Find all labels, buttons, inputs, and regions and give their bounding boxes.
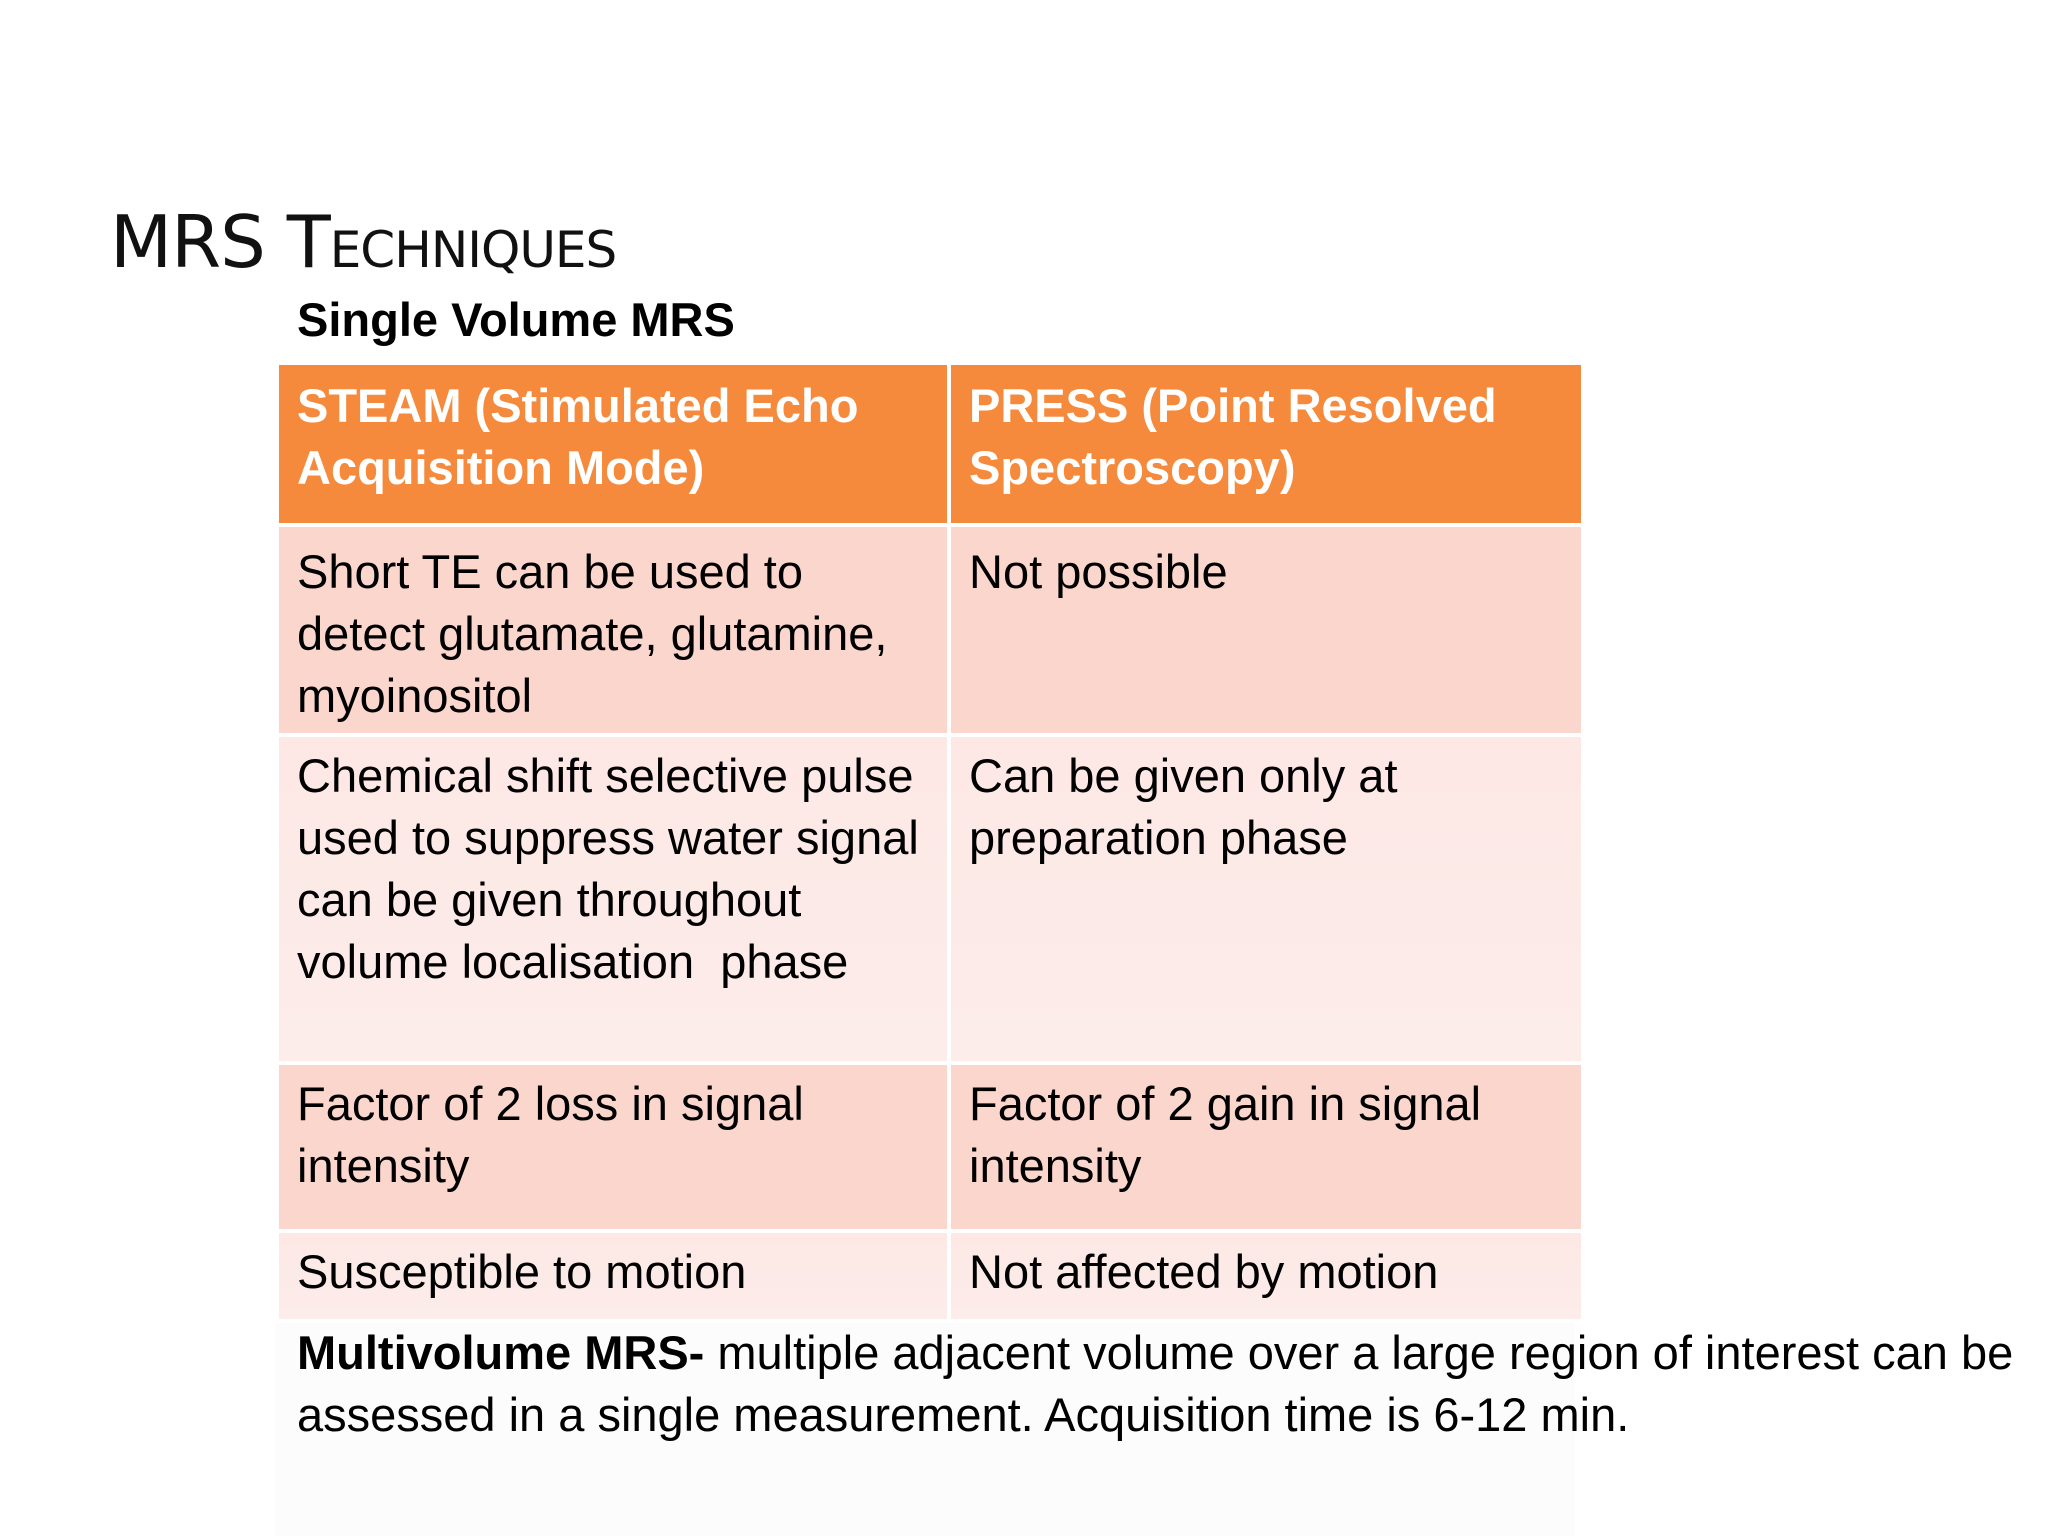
comparison-table [275,361,1585,1323]
multivolume-note-text: multiple adjacent volume over a large region of interest can be assessed in a single measurement. Acquisition time is 6-12 min. [297,1326,2014,1441]
table-cell-press: Factor of 2 gain in signal intensity [949,1063,1583,1231]
table-cell-steam: Susceptible to motion [277,1231,949,1321]
header-press: PRESS (Point Resolved Spectroscopy) [949,363,1583,525]
table-row [277,1231,1583,1321]
table-cell-steam: Factor of 2 loss in signal intensity [277,1063,949,1231]
table-cell-press: Not possible [949,525,1583,735]
table-header-row [277,363,1583,525]
table-cell-press: Not affected by motion [949,1231,1583,1321]
header-steam: STEAM (Stimulated Echo Acquisition Mode) [277,363,949,525]
table-cell-steam: Short TE can be used to detect glutamate, glutamine, myoinositol [277,525,949,735]
table-cell-press: Can be given only at preparation phase [949,735,1583,1063]
section-subtitle: Single Volume MRS [297,293,735,346]
table-row [277,1063,1583,1231]
table-row [277,525,1583,735]
table-row [277,735,1583,1063]
multivolume-note [297,1322,2037,1446]
multivolume-note-lead: Multivolume MRS- [297,1326,705,1379]
slide-title: MRS Techniques [110,200,617,284]
table-cell-steam: Chemical shift selective pulse used to suppress water signal can be given throughout volume localisation phase [277,735,949,1063]
